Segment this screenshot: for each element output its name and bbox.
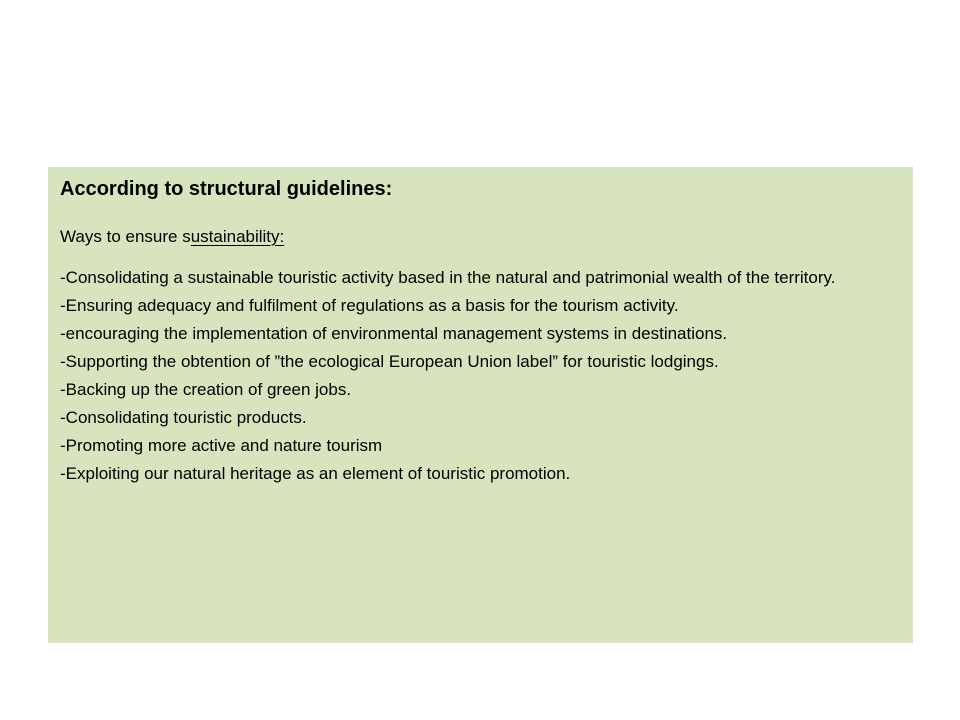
slide-heading: According to structural guidelines:: [60, 178, 393, 200]
guideline-item: -Backing up the creation of green jobs.: [60, 380, 352, 399]
guideline-item: -Consolidating a sustainable touristic activity based in the natural and patrimonial wealth of the territory.: [60, 268, 836, 287]
slide-subheading: [60, 226, 901, 248]
guideline-item: -Exploiting our natural heritage as an element of touristic promotion.: [60, 464, 571, 483]
guideline-list: [60, 267, 901, 485]
guideline-item: -Consolidating touristic products.: [60, 408, 307, 427]
guideline-item: -Promoting more active and nature tourism: [60, 436, 383, 455]
guideline-item: -Supporting the obtention of ”the ecological European Union label” for touristic lodgings.: [60, 352, 719, 371]
guideline-item: -Ensuring adequacy and fulfilment of regulations as a basis for the tourism activity.: [60, 296, 679, 315]
guideline-item: -encouraging the implementation of environmental management systems in destinations.: [60, 324, 728, 343]
subheading-text: Ways to ensure s: [60, 227, 191, 246]
content-box: [48, 167, 913, 643]
subheading-underlined-text: ustainability:: [190, 227, 285, 246]
